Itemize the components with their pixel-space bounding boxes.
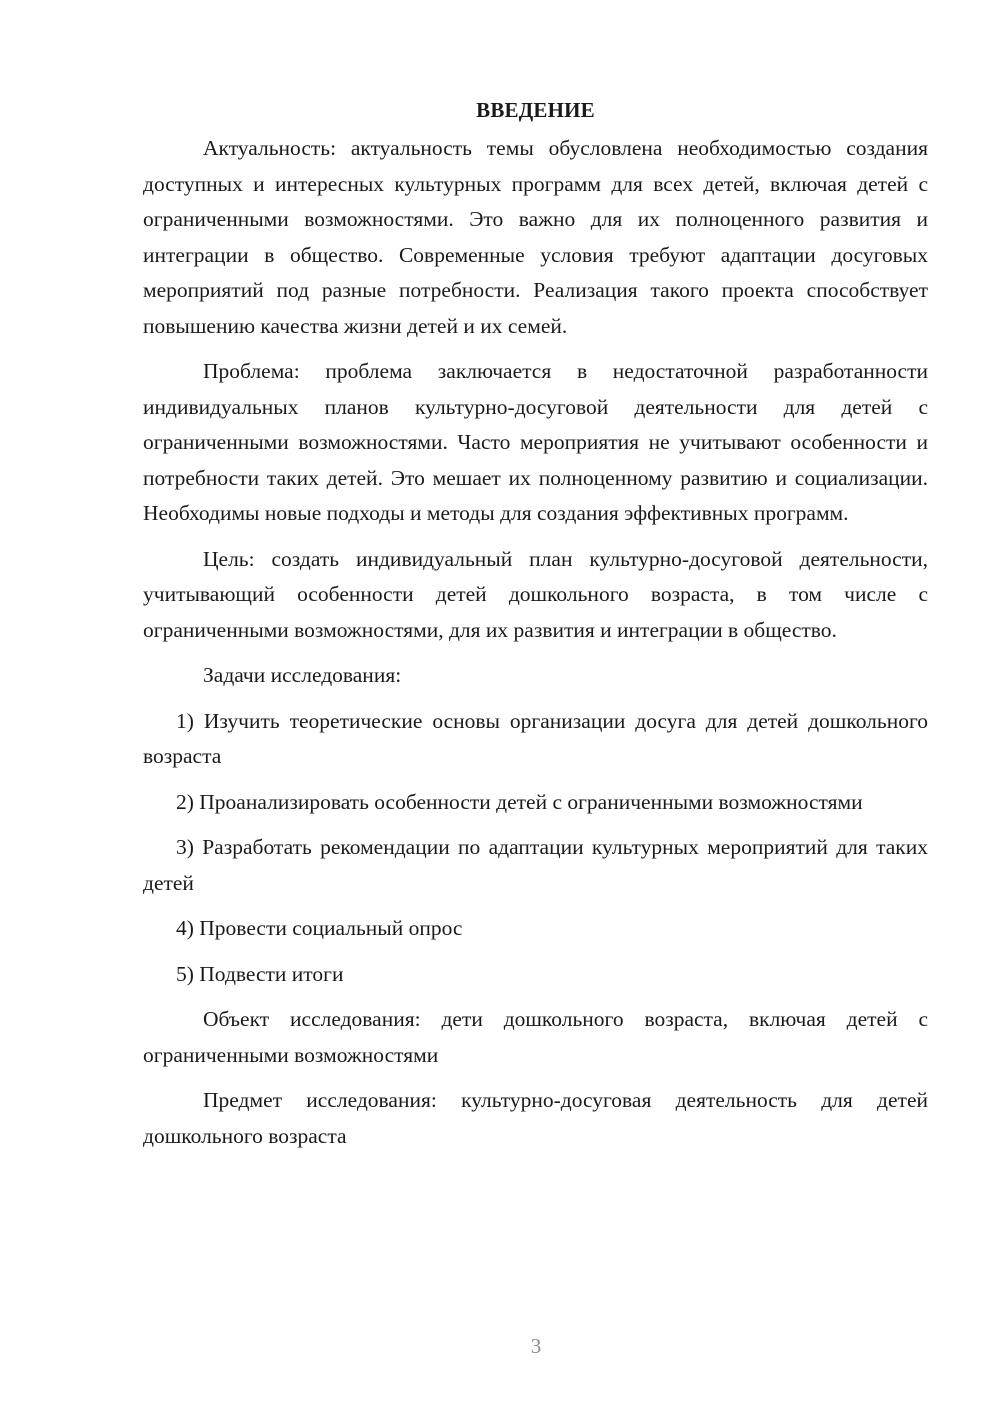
task-item-4: 4) Провести социальный опрос — [176, 916, 463, 940]
relevance-paragraph: Актуальность: актуальность темы обусловлена необходимостью создания доступных и интересных культурных программ для всех детей, включая детей с ограниченными возможностями. Это важно для их полноценного развития и интеграции в общество. Современные условия требуют адаптации досуговых мероприятий под разные потребности. Реализация такого проекта способствует повышению качества жизни детей и их семей. — [143, 136, 928, 338]
subject-paragraph: Предмет исследования: культурно-досуговая деятельность для детей дошкольного возраста — [143, 1088, 928, 1148]
page-number: 3 — [530, 1334, 542, 1358]
goal-paragraph: Цель: создать индивидуальный план культурно-досуговой деятельности, учитывающий особенности детей дошкольного возраста, в том числе с ограниченными возможностями, для их развития и интеграции в общество. — [143, 546, 928, 642]
object-paragraph: Объект исследования: дети дошкольного возраста, включая детей с ограниченными возможностями — [143, 1007, 928, 1067]
task-item-2: 2) Проанализировать особенности детей с ограниченными возможностями — [176, 789, 863, 814]
task-item-3: 3) Разработать рекомендации по адаптации культурных мероприятий для таких детей — [143, 835, 928, 895]
task-item-5: 5) Подвести итоги — [176, 961, 344, 986]
problem-paragraph: Проблема: проблема заключается в недостаточной разработанности индивидуальных планов культурно-досуговой деятельности для детей с ограниченными возможностями. Часто мероприятия не учитывают особенности и потребности таких детей. Это мешает их полноценному развитию и социализации. Необходимы новые подходы и методы для создания эффективных программ. — [143, 359, 928, 525]
section-heading: ВВЕДЕНИЕ — [476, 98, 595, 122]
page-content — [143, 95, 928, 1154]
task-item-1: 1) Изучить теоретические основы организации досуга для детей дошкольного возраста — [143, 708, 928, 768]
tasks-heading: Задачи исследования: — [203, 663, 402, 687]
